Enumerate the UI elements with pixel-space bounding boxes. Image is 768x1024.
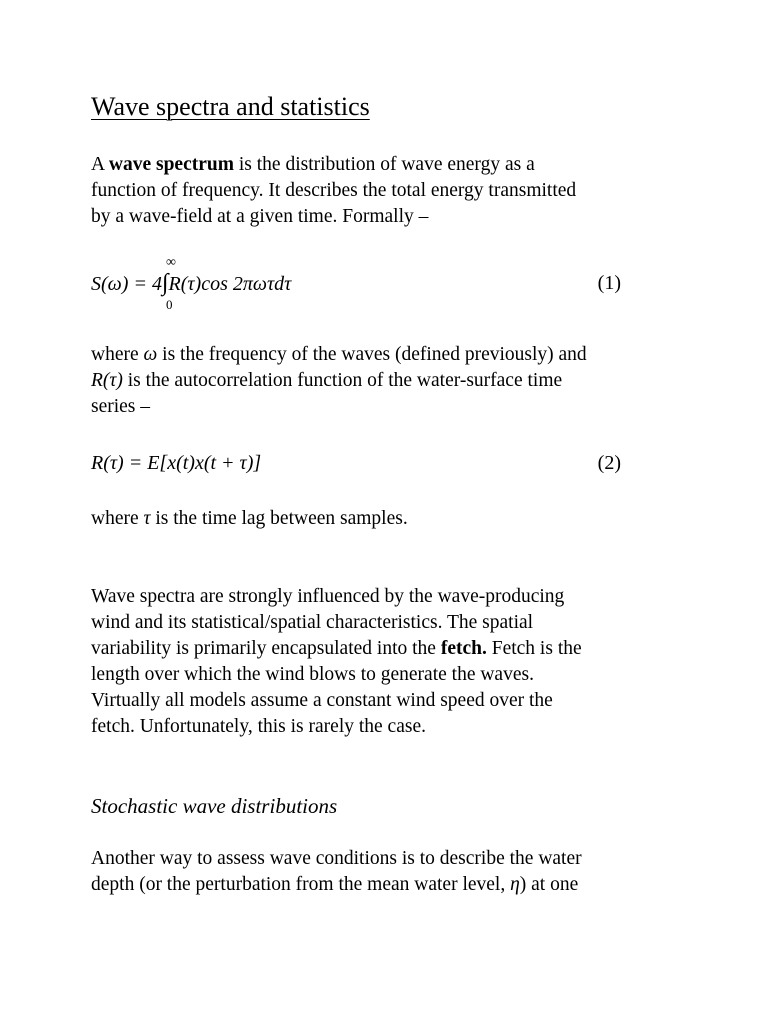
tau-symbol: τ bbox=[143, 508, 151, 529]
fetch-line-6: fetch. Unfortunately, this is rarely the case. bbox=[91, 716, 426, 737]
fetch-line-5: Virtually all models assume a constant wind speed over the bbox=[91, 690, 553, 711]
fetch-line-3 bbox=[91, 636, 691, 662]
equation-1 bbox=[91, 255, 621, 312]
where-word: where bbox=[91, 508, 144, 529]
integral-lower-limit: 0 bbox=[165, 297, 173, 312]
where-paragraph-2 bbox=[91, 506, 691, 532]
equation-2-number: (2) bbox=[597, 452, 621, 474]
fetch-text: variability is primarily encapsulated into the bbox=[91, 638, 441, 659]
equation-1-lhs: S(ω) = 4 bbox=[91, 273, 162, 295]
fetch-term: fetch. bbox=[440, 638, 487, 659]
intro-text: is the distribution of wave energy as a bbox=[233, 154, 535, 175]
integral-sign: ∫ bbox=[161, 270, 169, 296]
stochastic-text: ) at one bbox=[519, 874, 579, 895]
integral-upper-limit: ∞ bbox=[165, 255, 176, 270]
fetch-paragraph bbox=[91, 584, 691, 740]
where1-line-1 bbox=[91, 342, 691, 368]
where-paragraph-1 bbox=[91, 342, 691, 420]
page-title: Wave spectra and statistics bbox=[91, 92, 370, 121]
where1-line-2 bbox=[91, 368, 691, 394]
equation-1-number: (1) bbox=[597, 272, 621, 294]
autocorrelation-symbol: R(τ) bbox=[91, 370, 123, 391]
integral-symbol bbox=[161, 255, 176, 312]
fetch-text: Fetch is the bbox=[486, 638, 582, 659]
stochastic-line-1: Another way to assess wave conditions is to describe the water bbox=[91, 848, 582, 869]
eta-symbol: η bbox=[510, 874, 520, 895]
fetch-line-2: wind and its statistical/spatial characteristics. The spatial bbox=[91, 612, 534, 633]
fetch-line-4: length over which the wind blows to generate the waves. bbox=[91, 664, 534, 685]
where2-line bbox=[91, 506, 691, 532]
where2-text: is the time lag between samples. bbox=[150, 508, 408, 529]
intro-text: A bbox=[91, 154, 109, 175]
where1-line-3: series – bbox=[91, 396, 151, 417]
where1-text: is the autocorrelation function of the water-surface time bbox=[122, 370, 563, 391]
fetch-line-1: Wave spectra are strongly influenced by the wave-producing bbox=[91, 586, 565, 607]
wave-spectrum-term: wave spectrum bbox=[108, 154, 234, 175]
where1-text: is the frequency of the waves (defined previously) and bbox=[157, 344, 587, 365]
equation-2-expression: R(τ) = E[x(t)x(t + τ)] bbox=[91, 452, 262, 474]
section-subheading: Stochastic wave distributions bbox=[91, 794, 338, 818]
omega-symbol: ω bbox=[143, 344, 158, 365]
stochastic-line-2 bbox=[91, 872, 691, 898]
stochastic-paragraph bbox=[91, 846, 691, 898]
intro-line-1 bbox=[91, 152, 691, 178]
intro-line-3: by a wave-field at a given time. Formally – bbox=[91, 206, 429, 227]
equation-2 bbox=[91, 450, 621, 476]
intro-line-2: function of frequency. It describes the total energy transmitted bbox=[91, 180, 577, 201]
stochastic-text: depth (or the perturbation from the mean water level, bbox=[91, 874, 511, 895]
equation-1-rhs: R(τ)cos 2πωτdτ bbox=[168, 273, 292, 295]
where-word: where bbox=[91, 344, 144, 365]
intro-paragraph bbox=[91, 152, 691, 230]
